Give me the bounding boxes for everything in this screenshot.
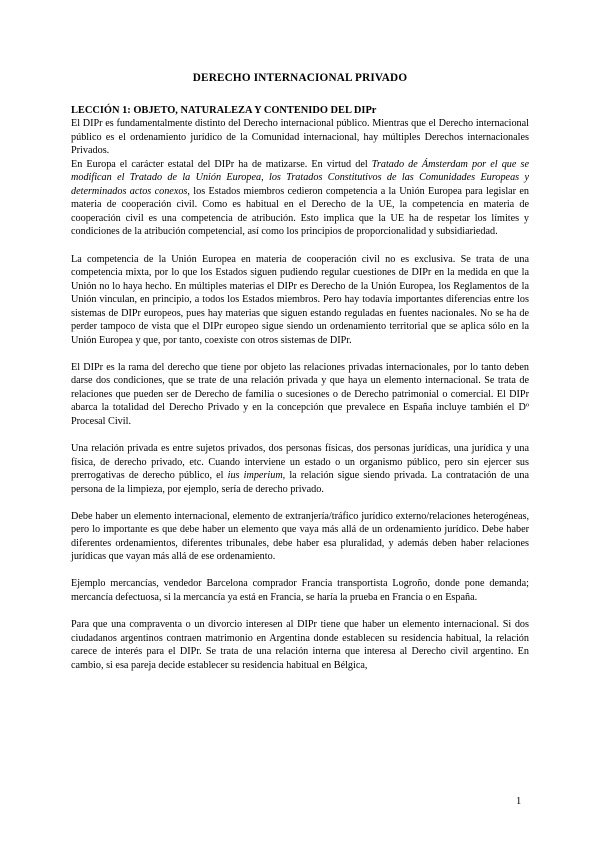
paragraph-5-text-a: Una relación privada es entre sujetos privados, dos personas físicas, dos personas jurídicas, una jurídica y una física, de derecho privado, etc. Cuando interviene un estado o un organismo público, pero sin ejercer sus prerrogativas de derecho público, el: [71, 443, 529, 482]
paragraph-4: El DIPr es la rama del derecho que tiene por objeto las relaciones privadas internacionales, por lo tanto deben darse dos condiciones, que se trate de una relación privada y que haya un elemento internacional. Se trata de relaciones que pueden ser de Derecho de familia o sucesiones o de Derecho patrimonial o comercial. El DIPr abarca la totalidad del Derecho Privado y en la concepción que prevalece en España incluye también el Dº Procesal Civil.: [71, 361, 529, 428]
document-body: [71, 72, 529, 672]
paragraph-2-treaty-title: Tratado de Ámsterdam por el que se modifican el Tratado de la Unión Europea, los Tratados Constitutivos de las Comunidades Europeas y determinados actos conexos: [71, 158, 529, 197]
paragraph-2: [71, 158, 529, 239]
paragraph-8: Para que una compraventa o un divorcio interesen al DIPr tiene que haber un elemento internacional. Si dos ciudadanos argentinos contraen matrimonio en Argentina donde establecen su residencia habitual, la relación carece de interés para el DIPr. Se trata de una relación interna que interesa al Derecho civil argentino. En cambio, si esa pareja decide establecer su residencia habitual en Bélgica,: [71, 619, 529, 671]
paragraph-5-text-b: la relación sigue siendo privada. La contratación de una persona de la limpieza, por ejemplo, sería de derecho privado.: [71, 470, 530, 495]
paragraph-3: La competencia de la Unión Europea en materia de cooperación civil no es exclusiva. Se trata de una competencia mixta, por lo que los Estados siguen pudiendo regular cuestiones de DIPr en la medida en que la Unión no lo haya hecho. En múltiples materias el DIPr es Derecho de la Unión Europea, los Reglamentos de la Unión vinculan, en principio, a todos los Estados miembros. Pero hay todavía importantes diferencias entre los sistemas de DIPr europeos, pues hay materias que siguen estando reguladas en fuentes nacionales. No se ha de perder tampoco de vista que el DIPr europeo sigue siendo un ordenamiento territorial que se aplica sólo en la Unión Europea y que, por tanto, coexiste con otros sistemas de DIPr.: [71, 253, 529, 346]
lesson-heading: LECCIÓN 1: OBJETO, NATURALEZA Y CONTENIDO DEL DIPr: [71, 104, 377, 116]
paragraph-2-text-b: , los Estados miembros cedieron competencia a la Unión Europea para legislar en materia de cooperación civil. Como es habitual en el Derecho de la UE, la competencia en materia de cooperación civil es una competencia de atribución. Esto implica que la UE ha de respetar los límites y condiciones de la atribución competencial, así como los principios de proporcionalidad y subsidiariedad.: [71, 185, 529, 238]
paragraph-5: [71, 442, 529, 496]
paragraph-1: El DIPr es fundamentalmente distinto del Derecho internacional público. Mientras que el Derecho internacional público es el ordenamiento jurídico de la Comunidad internacional, hay múltiples Derechos internacionales Privados.: [71, 118, 529, 157]
page-number: 1: [516, 796, 522, 807]
paragraph-2-text-a: En Europa el carácter estatal del DIPr ha de matizarse. En virtud del: [71, 158, 372, 170]
document-title: DERECHO INTERNACIONAL PRIVADO: [192, 72, 408, 84]
paragraph-7: Ejemplo mercancías, vendedor Barcelona comprador Francia transportista Logroño, donde pone demanda; mercancía defectuosa, si la mercancía ya está en Francia, se haría la prueba en Francia o en España.: [71, 578, 529, 603]
paragraph-5-ius-imperium: ius imperium,: [227, 470, 286, 482]
paragraph-6: Debe haber un elemento internacional, elemento de extranjería/tráfico jurídico externo/relaciones heterogéneas, pero lo importante es que debe haber un elemento que vaya más allá de un ordenamiento jurídico. Debe haber diferentes ordenamientos, diferentes tribunales, debe haber esa pluralidad, y además deben haber relaciones jurídicas que vayan más allá de ese ordenamiento.: [71, 510, 529, 563]
